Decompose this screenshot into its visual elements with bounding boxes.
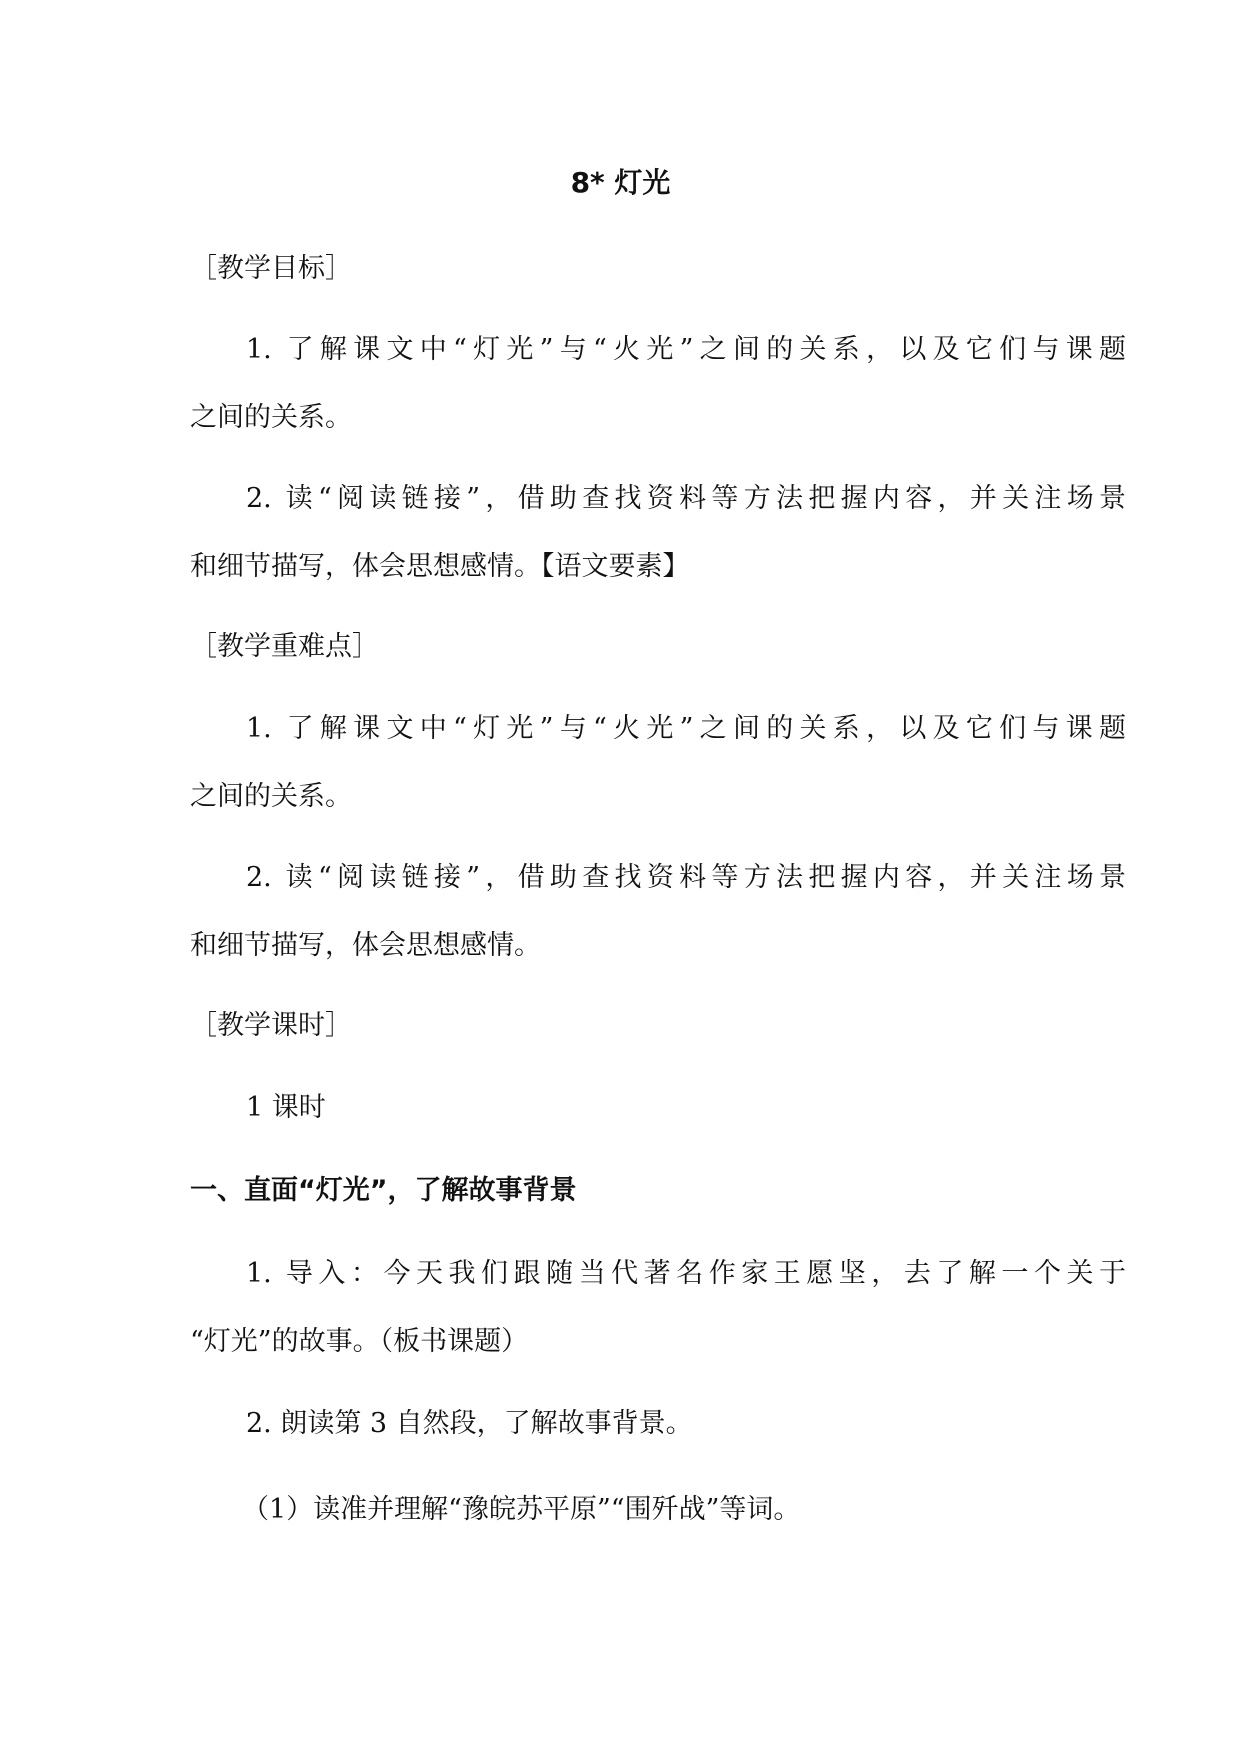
objectives-heading: ［教学目标］ (190, 253, 352, 284)
step-1-line-2: “灯光”的故事。（板书课题） (190, 1326, 529, 1357)
class-hours-value: 1 课时 (246, 1092, 326, 1123)
key-point-1-line-1: 1. 了解课文中“灯光”与“火光”之间的关系，以及它们与课题 (246, 713, 1126, 744)
key-point-1-line-2: 之间的关系。 (190, 781, 352, 812)
section-1-heading: 一、直面“灯光”，了解故事背景 (190, 1175, 577, 1206)
key-point-2-line-1: 2. 读“阅读链接”，借助查找资料等方法把握内容，并关注场景 (246, 862, 1126, 893)
objective-2-line-1: 2. 读“阅读链接”，借助查找资料等方法把握内容，并关注场景 (246, 483, 1126, 514)
document-title: 8* 灯光 (570, 166, 671, 199)
key-point-2-line-2: 和细节描写，体会思想感情。 (190, 930, 541, 961)
step-2: 2. 朗读第 3 自然段，了解故事背景。 (246, 1408, 693, 1439)
class-hours-heading: ［教学课时］ (190, 1010, 352, 1041)
sub-step-1: （1）读准并理解“豫皖苏平原”“围歼战”等词。 (242, 1494, 801, 1525)
objective-1-line-1: 1. 了解课文中“灯光”与“火光”之间的关系，以及它们与课题 (246, 334, 1126, 365)
key-points-heading: ［教学重难点］ (190, 631, 379, 662)
objective-1-line-2: 之间的关系。 (190, 402, 352, 433)
objective-2-line-2: 和细节描写，体会思想感情。【语文要素】 (190, 551, 690, 582)
step-1-line-1: 1. 导入：今天我们跟随当代著名作家王愿坚，去了解一个关于 (246, 1258, 1126, 1289)
